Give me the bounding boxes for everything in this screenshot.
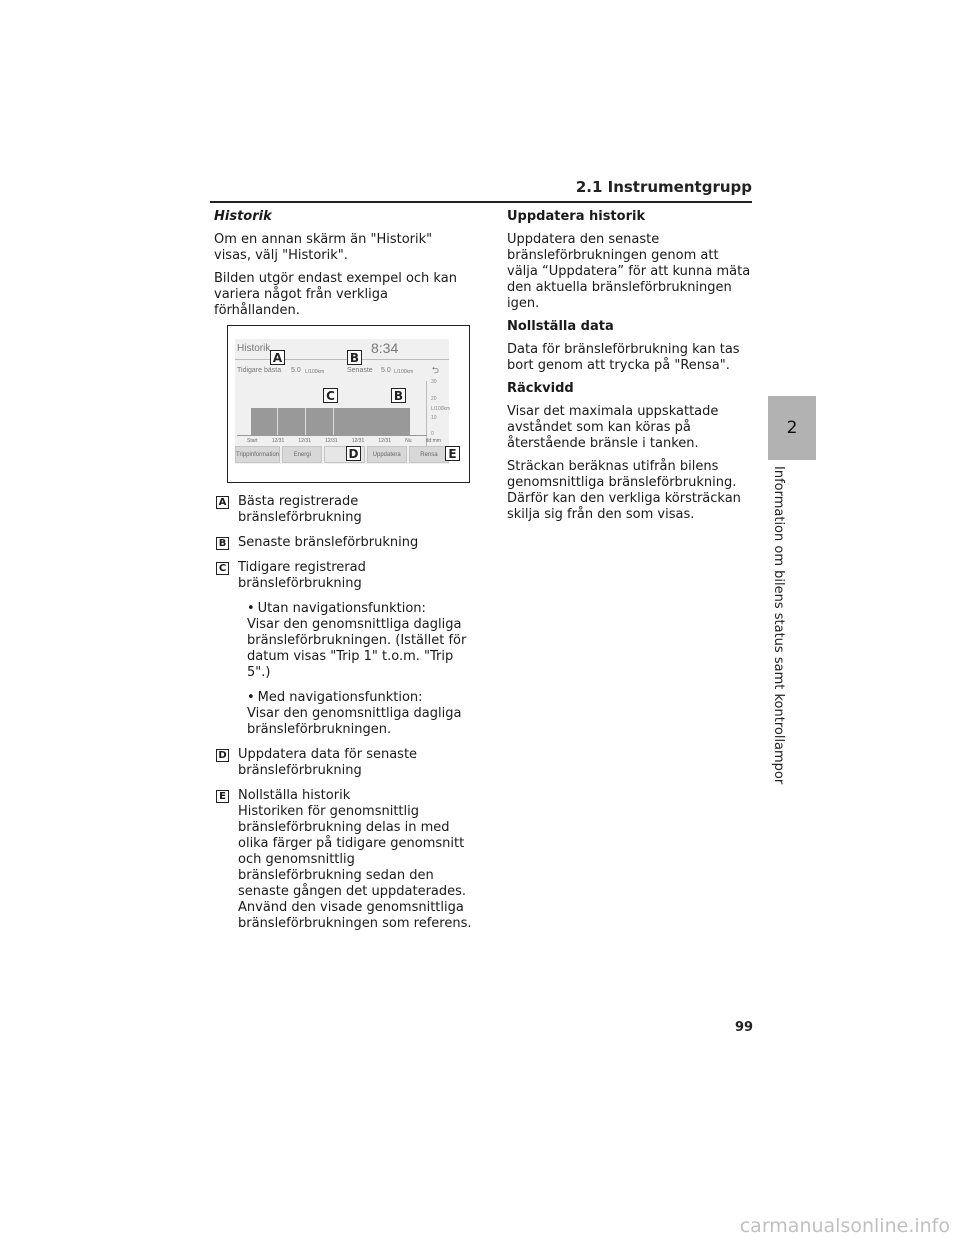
y-tick-unit: L/100km: [431, 406, 451, 412]
x-label: 12/31: [298, 438, 311, 444]
history-bar: [251, 408, 410, 435]
legend-item-d: [214, 747, 472, 779]
callout-b: B: [391, 388, 406, 403]
x-labels: [247, 438, 441, 444]
update-history-paragraph: Uppdatera den senaste bränsleförbrukningen genom att välja “Uppdatera” för att kunna mäta den aktuella bränsleförbrukningen igen.: [507, 232, 751, 311]
best-value: 5.0: [291, 367, 301, 374]
chapter-title: Information om bilens status samt kontrollampor: [771, 466, 786, 785]
legend-item-b: [214, 535, 472, 551]
bullet-text: Med navigationsfunktion:: [257, 690, 423, 705]
reset-data-heading: Nollställa data: [507, 319, 614, 334]
latest-unit: L/100km: [394, 369, 414, 375]
x-label: 12/31: [271, 438, 285, 444]
y-tick: 20: [431, 396, 437, 402]
legend-line2: bränsleförbrukning: [238, 576, 362, 591]
range-paragraph-1: Visar det maximala uppskattade avståndet som kan köras på återstående bränsle i tanken.: [507, 404, 719, 451]
bullet-detail: Visar den genomsnittliga dagliga bränsleförbrukningen.: [247, 706, 462, 737]
return-arrow-icon[interactable]: ⮌: [431, 365, 439, 375]
legend-item-e: [214, 788, 472, 932]
best-unit: L/100km: [305, 369, 325, 375]
latest-value: 5.0: [381, 367, 391, 374]
y-tick: 10: [431, 415, 437, 421]
reset-data-paragraph: Data för bränsleförbrukning kan tas bort genom att trycka på "Rensa".: [507, 342, 740, 373]
x-label: 12/31: [325, 438, 338, 444]
callout-e: E: [445, 446, 460, 461]
legend-line2: bränsleförbrukning: [238, 510, 362, 525]
screen-divider: [235, 359, 449, 360]
update-button[interactable]: Uppdatera: [367, 446, 407, 463]
intro-paragraph-1: Om en annan skärm än "Historik" visas, välj "Historik".: [214, 232, 433, 263]
history-screen: [235, 339, 449, 464]
callout-b: B: [347, 350, 362, 365]
bullet-text: Utan navigationsfunktion:: [257, 601, 426, 616]
clear-button[interactable]: Rensa: [409, 446, 449, 463]
bar-divider: [333, 408, 334, 435]
watermark: carmanualsonline.info: [739, 1215, 950, 1237]
legend-item-a: [214, 494, 472, 526]
history-screen-figure: [227, 325, 470, 483]
range-paragraph-2: Sträckan beräknas utifrån bilens genomsnittliga bränsleförbrukning. Därför kan den verkliga körsträckan skilja sig från den som visas.: [507, 459, 741, 522]
legend-line1: Uppdatera data för senaste: [238, 747, 418, 762]
callout-a: A: [270, 350, 285, 365]
bullet-dot: •: [247, 601, 255, 616]
legend-line1: Nollställa historik: [238, 788, 351, 803]
right-column: [507, 209, 752, 530]
callout-c: C: [323, 388, 338, 403]
screen-time: 8:34: [371, 340, 399, 356]
trip-info-button[interactable]: Trippinformation: [235, 446, 280, 463]
legend-key: A: [216, 496, 229, 509]
range-heading: Räckvidd: [507, 381, 574, 396]
bullet-no-nav: [214, 601, 472, 681]
historik-heading: Historik: [214, 209, 272, 224]
x-axis: [237, 435, 427, 436]
legend-item-c: [214, 560, 472, 592]
legend-key: E: [216, 790, 229, 803]
screen-title: Historik: [237, 343, 271, 354]
y-tick: 0: [431, 431, 434, 437]
legend-line1: Bästa registrerade: [238, 494, 359, 509]
page-number: 99: [735, 1020, 754, 1035]
chapter-tab: [768, 396, 816, 460]
x-label: 12/31: [351, 438, 365, 444]
legend-line2: bränsleförbrukning: [238, 763, 362, 778]
energy-button[interactable]: Energi: [282, 446, 322, 463]
legend-key: D: [216, 749, 229, 762]
x-label: Start: [247, 438, 258, 444]
callout-d: D: [346, 446, 361, 461]
legend-line1: Tidigare registrerad: [238, 560, 366, 575]
x-label: 12/31: [378, 438, 391, 444]
legend-line2: Historiken för genomsnittlig bränsleförbrukning delas in med olika färger på tidigare genomsnitt och genomsnittlig bränsleförbrukning sedan den senaste gången det uppdaterades. Använd den visade genomsnittliga bränsleförbrukningen som referens.: [238, 804, 472, 931]
y-tick: 30: [431, 379, 437, 385]
bullet-dot: •: [247, 690, 255, 705]
best-label: Tidigare bästa: [237, 367, 282, 374]
section-title: 2.1 Instrumentgrupp: [575, 178, 752, 196]
chapter-number: 2: [786, 418, 798, 438]
bullet-with-nav: [214, 690, 472, 738]
x-label: Nu: [405, 438, 412, 444]
legend-key: B: [216, 537, 229, 550]
legend-key: C: [216, 562, 229, 575]
bullet-detail: Visar den genomsnittliga dagliga bränsleförbrukningen. (Istället för datum visas "Trip 1" t.o.m. "Trip 5".): [247, 617, 467, 680]
header-rule: [210, 201, 752, 203]
bar-divider: [305, 408, 306, 435]
screen-button-bar: [235, 446, 449, 463]
intro-paragraph-2: Bilden utgör endast exempel och kan variera något från verkliga förhållanden.: [214, 271, 457, 318]
x-label: dd:mm: [425, 438, 441, 444]
left-column: [214, 209, 472, 941]
bar-divider: [277, 408, 278, 435]
legend-line1: Senaste bränsleförbrukning: [238, 535, 419, 550]
latest-label: Senaste: [347, 367, 373, 374]
update-history-heading: Uppdatera historik: [507, 209, 646, 224]
